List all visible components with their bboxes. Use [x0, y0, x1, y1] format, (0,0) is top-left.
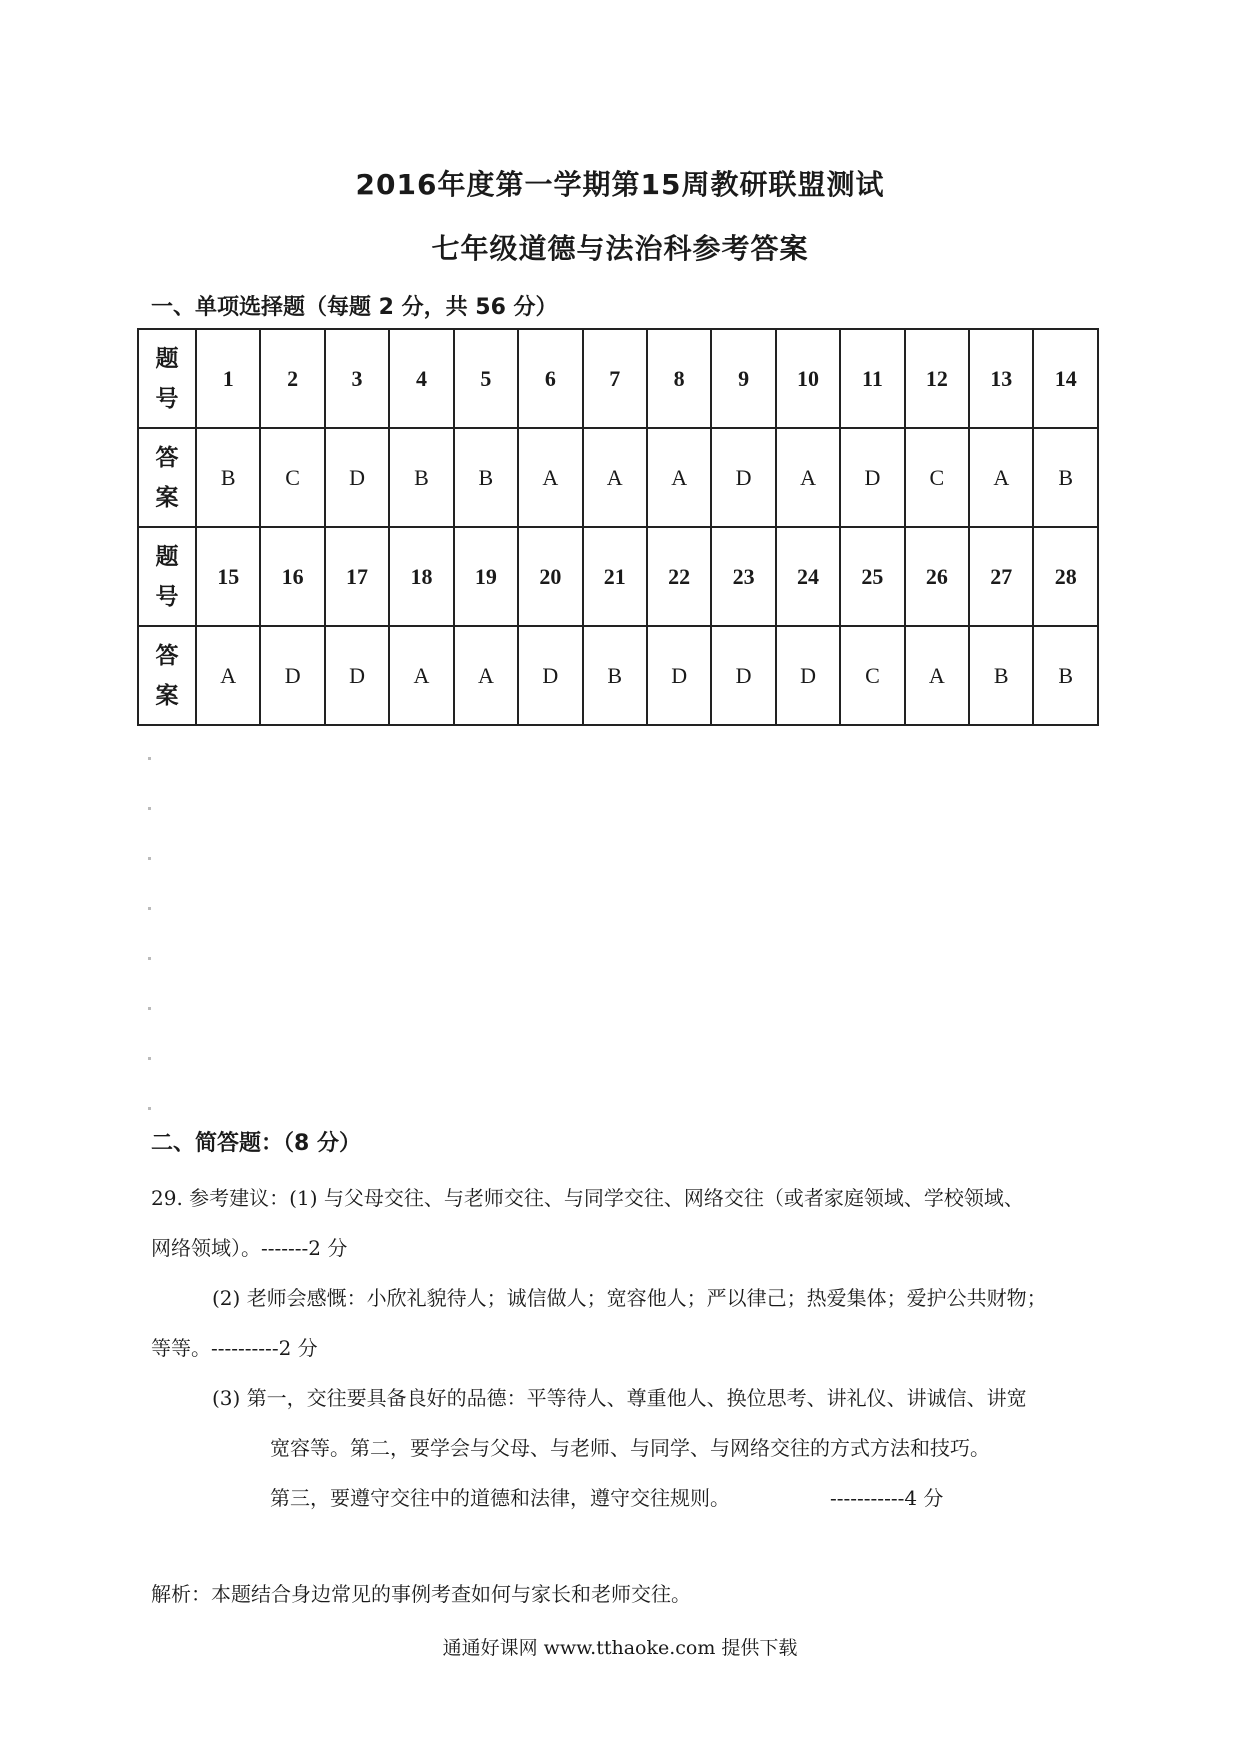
question-number-cell: 25: [840, 527, 904, 626]
question-number-cell: 8: [647, 329, 711, 428]
divider-dot: [148, 1057, 151, 1060]
answer-cell: B: [389, 428, 453, 527]
row-label-char: 题: [155, 543, 179, 570]
answer-cell: D: [711, 626, 775, 725]
divider-dot: [148, 807, 151, 810]
section2-heading: 二、简答题：（8 分）: [151, 1131, 361, 1156]
answer-cell: D: [260, 626, 324, 725]
question-number-cell: 11: [840, 329, 904, 428]
question-number-cell: 27: [969, 527, 1033, 626]
answer-cell: B: [969, 626, 1033, 725]
answer-line: (2) 老师会感慨：小欣礼貌待人；诚信做人；宽容他人；严以律己；热爱集体；爱护公共财物；: [212, 1286, 1047, 1310]
row-label-char: 号: [155, 583, 179, 610]
document-subtitle: 七年级道德与法治科参考答案: [431, 232, 809, 265]
question-number-row: [138, 527, 1098, 626]
question-number-cell: 17: [325, 527, 389, 626]
answer-cell: A: [583, 428, 647, 527]
question-number-cell: 14: [1033, 329, 1098, 428]
row-label-question: [138, 329, 196, 428]
answer-cell: A: [647, 428, 711, 527]
divider-dot: [148, 757, 151, 760]
question-number-cell: 13: [969, 329, 1033, 428]
question-number-cell: 15: [196, 527, 260, 626]
answer-cell: B: [583, 626, 647, 725]
question-number-cell: 26: [905, 527, 969, 626]
question-number-cell: 3: [325, 329, 389, 428]
question-number-cell: 20: [518, 527, 582, 626]
answer-line: 等等。----------2 分: [151, 1336, 318, 1360]
row-label-answer: [138, 626, 196, 725]
row-label-answer: [138, 428, 196, 527]
footer-text: 通通好课网 www.tthaoke.com 提供下载: [442, 1637, 798, 1659]
score-note: -----------4 分: [830, 1486, 944, 1510]
answer-row: [138, 626, 1098, 725]
answer-line: (3) 第一，交往要具备良好的品德：平等待人、尊重他人、换位思考、讲礼仪、讲诚信、讲宽: [212, 1386, 1027, 1410]
question-number-cell: 21: [583, 527, 647, 626]
row-label-question: [138, 527, 196, 626]
row-label-char: 答: [155, 642, 179, 669]
question-number-cell: 12: [905, 329, 969, 428]
answer-cell: B: [196, 428, 260, 527]
answer-cell: A: [969, 428, 1033, 527]
question-number-cell: 6: [518, 329, 582, 428]
answer-line: 29. 参考建议：(1) 与父母交往、与老师交往、与同学交往、网络交往（或者家庭领域、学校领域、: [151, 1186, 1024, 1210]
answer-cell: A: [518, 428, 582, 527]
answer-row: [138, 428, 1098, 527]
answer-table: [137, 328, 1099, 726]
question-number-cell: 18: [389, 527, 453, 626]
row-label-char: 答: [155, 444, 179, 471]
question-number-cell: 28: [1033, 527, 1098, 626]
answer-cell: D: [711, 428, 775, 527]
answer-cell: C: [905, 428, 969, 527]
question-number-cell: 5: [454, 329, 518, 428]
answer-cell: A: [389, 626, 453, 725]
analysis-text: 解析：本题结合身边常见的事例考查如何与家长和老师交往。: [151, 1582, 691, 1606]
answer-cell: A: [905, 626, 969, 725]
section1-heading: 一、单项选择题（每题 2 分，共 56 分）: [151, 295, 558, 320]
question-number-cell: 2: [260, 329, 324, 428]
answer-cell: D: [325, 626, 389, 725]
divider-dot: [148, 857, 151, 860]
answer-cell: D: [840, 428, 904, 527]
row-label-char: 案: [155, 682, 179, 709]
answer-cell: D: [518, 626, 582, 725]
answer-cell: A: [776, 428, 840, 527]
answer-line: 网络领域）。-------2 分: [151, 1236, 348, 1260]
answer-cell: D: [325, 428, 389, 527]
answer-cell: A: [196, 626, 260, 725]
answer-cell: B: [1033, 428, 1098, 527]
answer-line: 宽容等。第二，要学会与父母、与老师、与同学、与网络交往的方式方法和技巧。: [270, 1436, 990, 1460]
row-label-char: 案: [155, 484, 179, 511]
question-number-cell: 16: [260, 527, 324, 626]
question-number-cell: 1: [196, 329, 260, 428]
row-label-char: 题: [155, 345, 179, 372]
question-number-cell: 9: [711, 329, 775, 428]
row-label-char: 号: [155, 385, 179, 412]
question-number-row: [138, 329, 1098, 428]
divider-dot: [148, 907, 151, 910]
answer-line: 第三，要遵守交往中的道德和法律，遵守交往规则。: [270, 1486, 730, 1510]
divider-dot: [148, 1107, 151, 1110]
answer-cell: C: [840, 626, 904, 725]
answer-cell: C: [260, 428, 324, 527]
question-number-cell: 10: [776, 329, 840, 428]
question-number-cell: 19: [454, 527, 518, 626]
question-number-cell: 4: [389, 329, 453, 428]
divider-dot: [148, 1007, 151, 1010]
question-number-cell: 23: [711, 527, 775, 626]
divider-dot: [148, 957, 151, 960]
answer-cell: B: [454, 428, 518, 527]
document-title: 2016年度第一学期第15周教研联盟测试: [355, 168, 885, 201]
answer-cell: D: [647, 626, 711, 725]
answer-cell: D: [776, 626, 840, 725]
question-number-cell: 22: [647, 527, 711, 626]
answer-cell: A: [454, 626, 518, 725]
question-number-cell: 24: [776, 527, 840, 626]
answer-cell: B: [1033, 626, 1098, 725]
question-number-cell: 7: [583, 329, 647, 428]
